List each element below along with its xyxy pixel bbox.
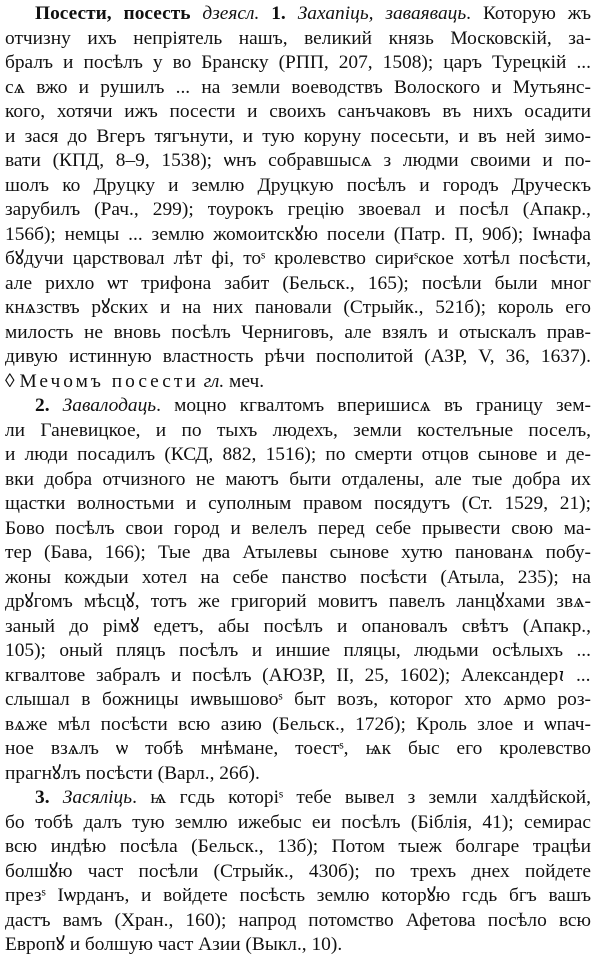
text-line — [5, 198, 591, 223]
text-line — [5, 933, 591, 958]
text-line — [5, 688, 591, 713]
text-segment: тер (Бава, 166); Тые два Атылевы сынове хутю панованѧ побу- — [5, 542, 591, 563]
text-segment: меч. — [224, 370, 265, 392]
text-segment: Мечомъ посести — [19, 370, 199, 392]
text-segment: 2. — [35, 395, 50, 416]
text-segment — [286, 3, 298, 24]
text-line — [5, 345, 591, 370]
text-segment: бралъ и посѣлъ у во Бранску (РПП, 207, 1508); царъ Турецкiй ... — [5, 52, 591, 73]
text-line — [5, 296, 591, 321]
text-line — [5, 51, 591, 76]
text-line — [5, 370, 591, 395]
text-segment: гл. — [203, 370, 225, 392]
text-segment: 156б); немцы ... землю жомоитскꙋю посели (Патр. П, 90б); Iѡнафа — [5, 223, 591, 245]
text-line — [5, 443, 591, 468]
text-segment: зарубилъ (Рач., 299); тоурокъ грецiю звоевал и посѣл (Апакр., — [5, 199, 591, 220]
paragraph-sense-3 — [5, 786, 591, 958]
text-line — [5, 835, 591, 860]
text-segment: милость не вновь посѣлъ Черниговъ, але взялъ и отыскалъ прав- — [5, 321, 591, 343]
text-segment: Завалодаць — [62, 395, 157, 416]
text-segment: Засяліць — [62, 787, 133, 808]
text-line — [5, 27, 591, 52]
text-segment: слышал в божницы иѡвышовоˢ быт возъ, которог хто ѧрмо роз- — [5, 689, 591, 710]
text-segment: кгвалтове забралъ и посѣлъ (АЮЗР, II, 25, 1602); Александер — [5, 664, 559, 686]
text-line — [5, 737, 591, 762]
text-segment: вати (КПД, 8–9, 1538); ѡнъ собравшысѧ з людми своими и по- — [5, 150, 591, 171]
text-segment: ◊ — [5, 370, 20, 392]
text-segment: прагнꙋлъ посѣсти (Варл., 26б). — [5, 762, 260, 784]
text-segment: сѧ вжо и рушилъ ... на земли воеводствъ Волоского и Мутьянс- — [5, 76, 591, 98]
text-segment: щастки волностьми и суполным правом посядутъ (Ст. 1529, 21); — [5, 493, 591, 514]
text-segment: кого, хотячи ижъ посести и своихъ санъчаковъ въ нихъ осадити — [5, 101, 591, 122]
text-line — [5, 517, 591, 542]
text-segment: дивую истинную властность рѣчи посполитой (АЗР, V, 36, 1637). — [5, 346, 591, 367]
text-segment: бꙋдучи царствовал лѣт фі, тоˢ кролевство сириˢское хотѣл посѣсти, — [5, 248, 591, 269]
text-line — [5, 2, 591, 27]
text-segment: дастъ вамъ (Хран., 160); напрод потомство Афетова посѣло всю — [5, 909, 591, 931]
text-segment — [50, 787, 63, 808]
text-segment: але рихло ѡт трифона забит (Бельск., 165); посѣли были мног — [5, 272, 591, 294]
text-line — [5, 639, 591, 664]
text-line — [5, 468, 591, 493]
text-line — [5, 125, 591, 150]
text-segment: Посести, посесть — [35, 3, 191, 24]
text-line — [5, 909, 591, 934]
text-segment: Европꙋ и болшую част Азии (Выкл., 10). — [5, 934, 343, 955]
text-segment — [190, 3, 202, 24]
text-segment: вѧже мѣл посѣсти всю азию (Бельск., 172б); Кроль злое и ѡпач- — [5, 713, 591, 735]
text-segment: презˢ Iѡрданъ, и войдете посѣсть землю которꙋю гсдь бгъ вашъ — [5, 885, 591, 906]
text-segment: 1. — [271, 3, 286, 24]
text-line — [5, 860, 591, 885]
text-segment: дрꙋгомъ мѣсцꙋ, тотъ же григорий мовитъ павелъ ланцꙋхами звѧ- — [5, 591, 591, 612]
text-segment: . ѩ гсдь которiˢ тебе вывел з земли халдѣйской, — [132, 787, 591, 808]
text-segment: ли Ганевицкое, и по тыхъ людехъ, земли костелъные поселъ, — [5, 419, 591, 441]
text-segment: ное взѧлъ ѡ тобѣ мнѣмане, тоестˢ, ѩк быс его кролевство — [5, 738, 591, 759]
text-line — [5, 272, 591, 297]
text-line — [5, 419, 591, 444]
text-segment: 3. — [35, 787, 50, 808]
paragraph-sense-1 — [5, 2, 591, 394]
text-segment: Бово посѣлъ свои город и велелъ перед себе прывести свою ма- — [5, 517, 591, 539]
text-line — [5, 664, 591, 689]
paragraph-sense-2 — [5, 394, 591, 786]
text-segment — [259, 3, 271, 24]
text-line — [5, 786, 591, 811]
text-segment: заный до рiмꙋ едетъ, абы посѣлъ и опановалъ свѣтъ (Апакр., — [5, 615, 591, 637]
text-segment: . Которую жъ — [466, 3, 591, 24]
text-segment: всю индѣю посѣла (Бельск., 13б); Потом тыеж болгаре трацѣи — [5, 836, 591, 857]
text-segment: болшꙋю част посѣли (Стрыйк., 430б); по трехъ днех пойдете — [5, 860, 591, 882]
text-segment — [50, 395, 63, 416]
text-segment: 105); оный пляцъ посѣлъ и иншие пляцы, людьми осѣлыхъ ... — [5, 640, 591, 661]
text-segment: Захапіць, заваяваць — [297, 3, 467, 24]
text-line — [5, 149, 591, 174]
text-segment: бо тобѣ далъ тую землю ижебыс еи посѣлъ (Бiблiя, 41); семирас — [5, 811, 591, 833]
text-segment: вки добра отчизного не маютъ быти отдалены, але тые добра их — [5, 468, 591, 490]
text-line — [5, 321, 591, 346]
text-line — [5, 884, 591, 909]
text-line — [5, 223, 591, 248]
text-line — [5, 100, 591, 125]
text-segment: и зася до Вгеръ тягънути, и тую коруну посесьти, и въ ней зимо- — [5, 125, 591, 147]
text-line — [5, 541, 591, 566]
text-line — [5, 615, 591, 640]
text-line — [5, 174, 591, 199]
text-segment: и люди посадилъ (КСД, 882, 1516); по смерти отцов сынове и де- — [5, 444, 591, 465]
text-segment: жоны кождыи хотел на себе панство посѣсти (Атыла, 235); на — [5, 566, 591, 588]
text-segment: шолъ ко Друцку и землю Друцкую посѣлъ и городъ Друческъ — [5, 174, 591, 196]
text-segment: . моцно кгвалтомъ вперишисѧ въ границу зем- — [156, 395, 591, 416]
text-line — [5, 713, 591, 738]
text-segment: дзеясл. — [202, 3, 260, 24]
text-segment: кнѧзствъ рꙋских и на них пановали (Стрыйк., 521б); король его — [5, 297, 591, 318]
text-segment: отчизну ихъ непрiятель нашъ, великий князь Московскiй, за- — [5, 27, 591, 49]
text-line — [5, 492, 591, 517]
text-line — [5, 590, 591, 615]
text-line — [5, 76, 591, 101]
text-segment: ꙇ ... — [558, 664, 591, 686]
text-line — [5, 811, 591, 836]
text-line — [5, 247, 591, 272]
text-line — [5, 566, 591, 591]
text-line — [5, 394, 591, 419]
text-line — [5, 762, 591, 787]
